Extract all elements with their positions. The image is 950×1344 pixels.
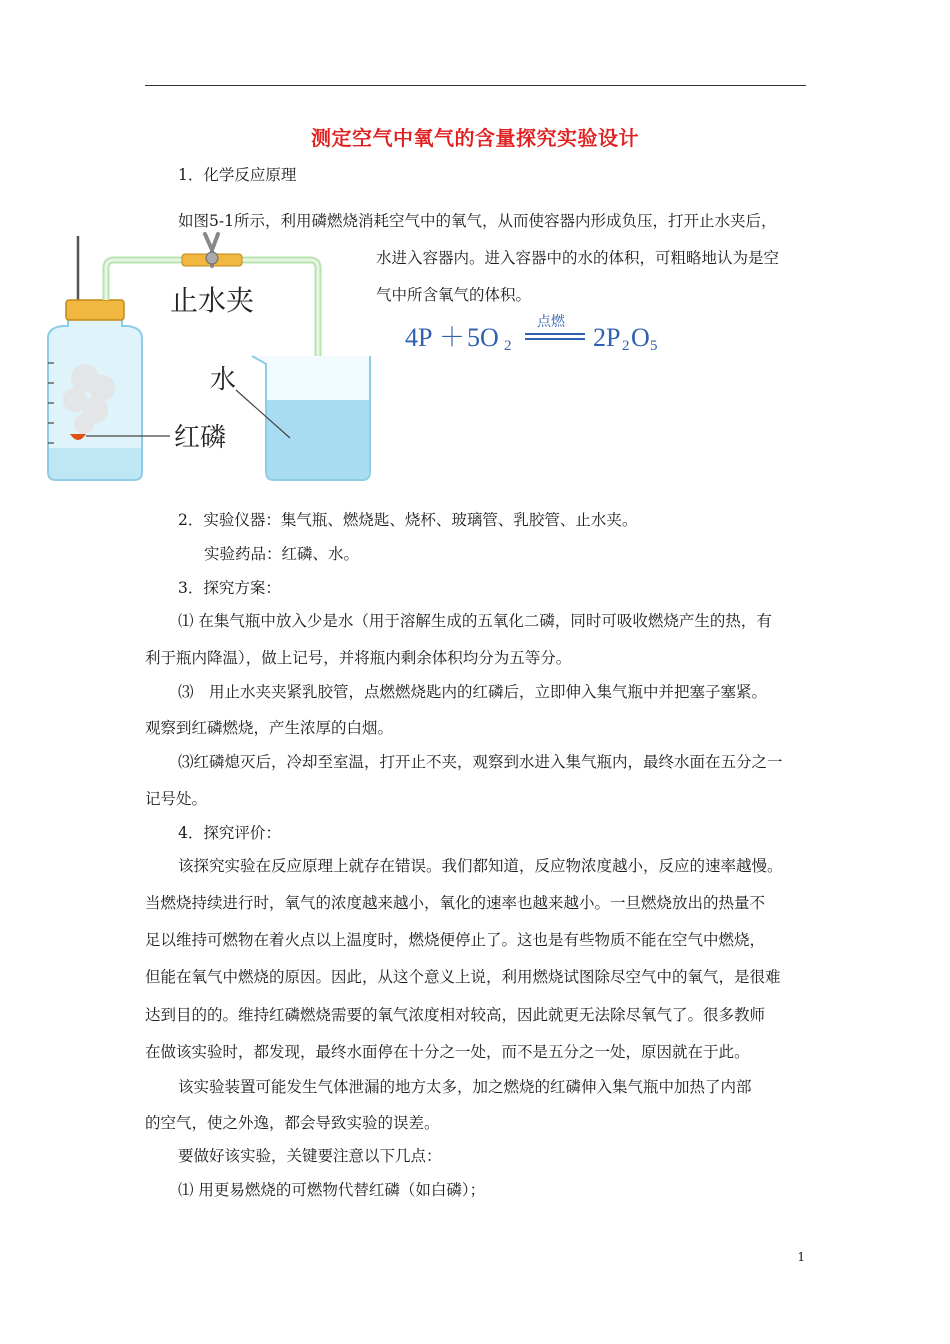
paragraph-line: 达到目的的。维持红磷燃烧需要的氧气浓度相对较高，因此就更无法除尽氧气了。很多教师 <box>145 1006 766 1024</box>
paragraph-line: 在做该实验时，都发现，最终水面停在十分之一处，而不是五分之一处，原因就在于此。 <box>145 1043 750 1061</box>
paragraph-line: 足以维持可燃物在着火点以上温度时，燃烧便停止了。这也是有些物质不能在空气中燃烧， <box>145 931 766 949</box>
eq-plus: ＋ <box>439 323 466 352</box>
eq-condition: 点燃 <box>537 315 565 330</box>
paragraph-line: ⑶ 用止水夹夹紧乳胶管，点燃燃烧匙内的红磷后，立即伸入集气瓶中并把塞子塞紧。 <box>178 683 768 701</box>
paragraph-line: 该实验装置可能发生气体泄漏的地方太多，加之燃烧的红磷伸入集气瓶中加热了内部 <box>178 1078 752 1096</box>
paragraph-line: 记号处。 <box>145 790 208 808</box>
label-phosphorus: 红磷 <box>174 423 227 453</box>
page-title: 测定空气中氧气的含量探究实验设计 <box>311 126 639 150</box>
eq-p-subscript: 2 <box>622 338 630 354</box>
paragraph-line: 利于瓶内降温），做上记号，并将瓶内剩余体积均分为五等分。 <box>145 649 572 667</box>
paragraph-line: 水进入容器内。进入容器中的水的体积，可粗略地认为是空 <box>376 249 780 267</box>
page-number: 1 <box>797 1250 805 1264</box>
paragraph-line: 但能在氧气中燃烧的原因。因此，从这个意义上说，利用燃烧试图除尽空气中的氧气，是很难 <box>145 968 781 986</box>
paragraph-line: 2．实验仪器：集气瓶、燃烧匙、烧杯、玻璃管、乳胶管、止水夹。 <box>178 511 638 529</box>
header-rule <box>145 85 806 86</box>
apparatus-diagram <box>40 228 380 488</box>
paragraph-line: 实验药品：红磷、水。 <box>204 545 360 563</box>
paragraph-line: 要做好该实验，关键要注意以下几点： <box>178 1147 442 1165</box>
eq-o2-subscript: 2 <box>504 338 512 354</box>
stopper <box>66 300 124 320</box>
paragraph-line: ⑶红磷熄灭后，冷却至室温，打开止不夹，观察到水进入集气瓶内，最终水面在五分之一 <box>178 753 783 771</box>
paragraph-line: 气中所含氧气的体积。 <box>376 286 532 304</box>
paragraph-line: 如图5-1所示，利用磷燃烧消耗空气中的氧气，从而使容器内形成负压，打开止水夹后， <box>178 212 777 230</box>
section-heading: 1．化学反应原理 <box>178 166 297 184</box>
paragraph-line: 当燃烧持续进行时，氧气的浓度越来越小，氧化的速率也越来越小。一旦燃烧放出的热量不 <box>145 894 766 912</box>
eq-o-subscript: 5 <box>650 338 658 354</box>
paragraph-line: ⑴ 在集气瓶中放入少是水（用于溶解生成的五氧化二磷，同时可吸收燃烧产生的热，有 <box>178 612 772 630</box>
paragraph-line: 该探究实验在反应原理上就存在错误。我们都知道，反应物浓度越小，反应的速率越慢。 <box>178 857 783 875</box>
eq-reactant-p: 4P <box>405 323 433 352</box>
section-heading: 3．探究方案： <box>178 579 281 597</box>
paragraph-line: 观察到红磷燃烧，产生浓厚的白烟。 <box>145 719 394 737</box>
eq-product-p: 2P <box>593 323 621 352</box>
eq-product-o: O <box>631 323 650 352</box>
label-water: 水 <box>210 365 237 395</box>
paragraph-line: 的空气，使之外逸，都会导致实验的误差。 <box>145 1114 440 1132</box>
section-heading: 4．探究评价： <box>178 824 281 842</box>
eq-reactant-o2: 5O <box>467 323 499 352</box>
label-clamp: 止水夹 <box>170 284 255 317</box>
chemical-equation <box>405 310 685 356</box>
paragraph-line: ⑴ 用更易燃烧的可燃物代替红磷（如白磷）； <box>178 1181 486 1199</box>
